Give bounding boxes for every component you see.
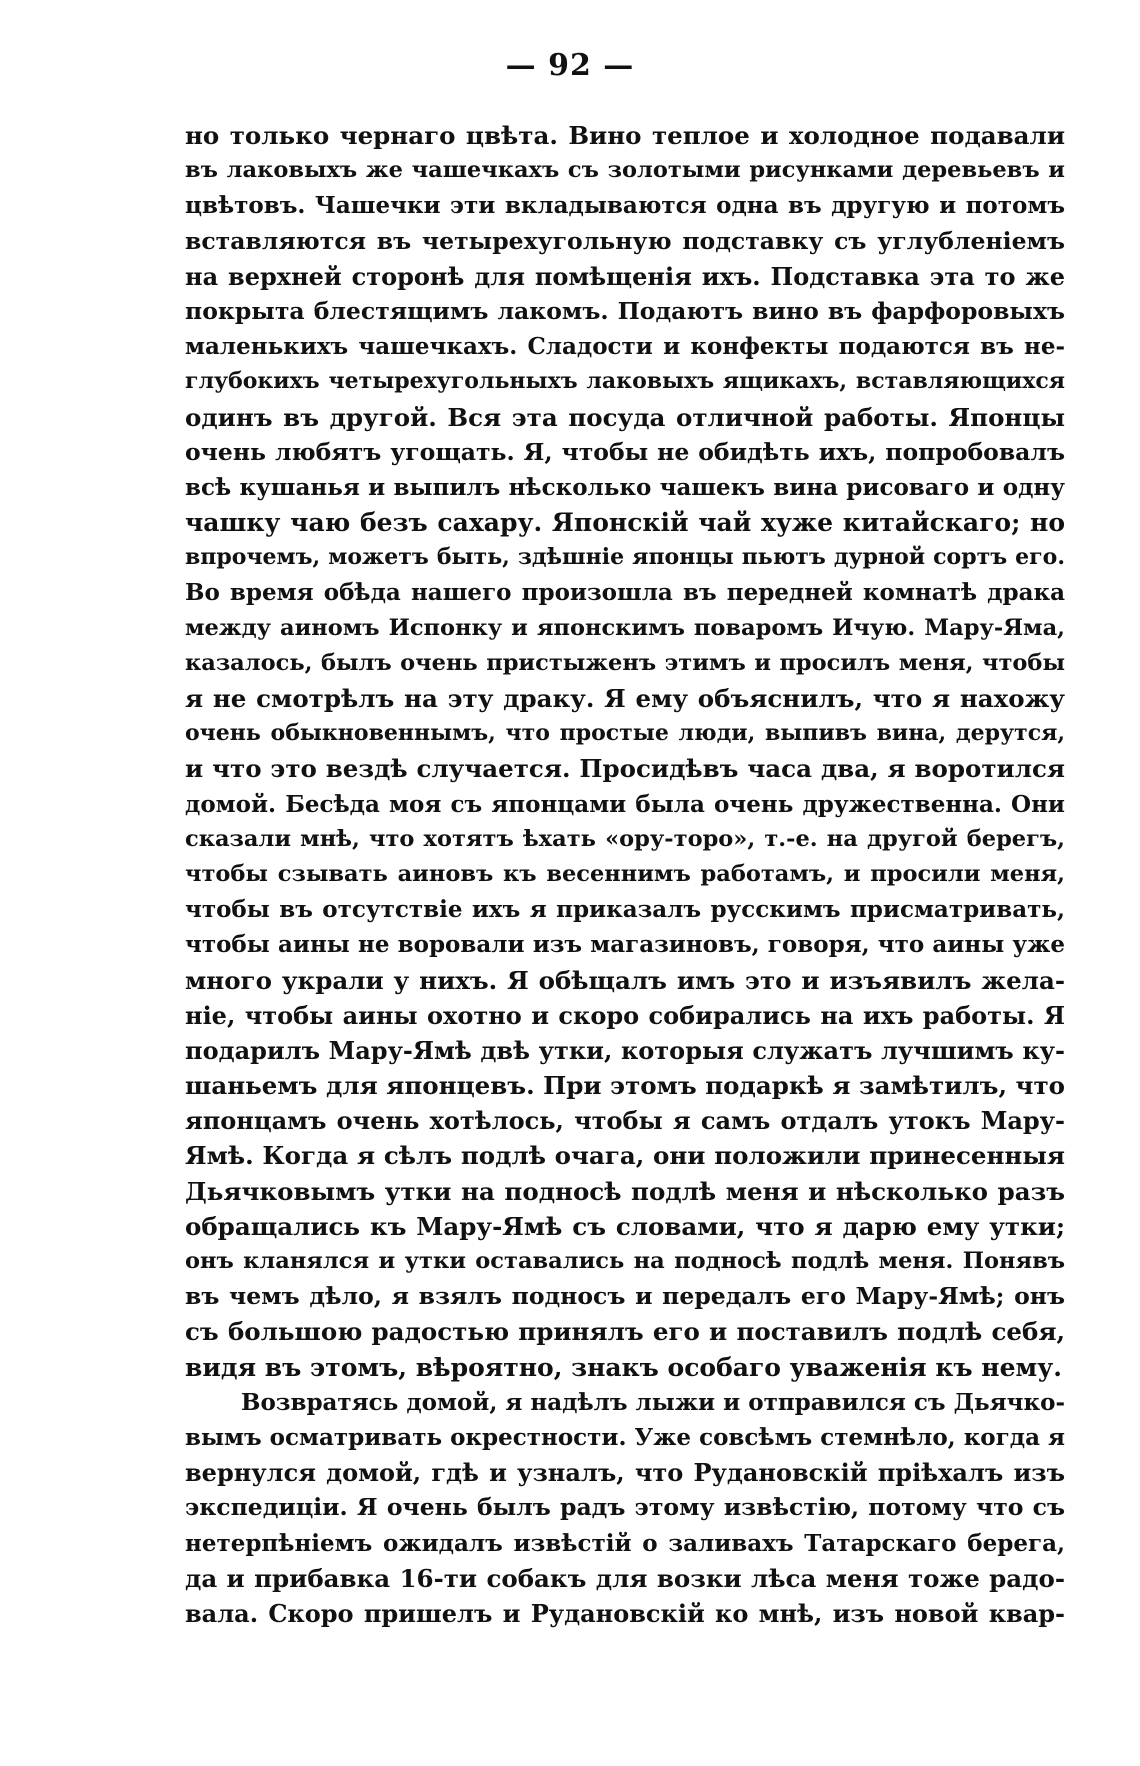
text-line: Дьячковымъ утки на подносѣ подлѣ меня и нѣсколько разъ (185, 1176, 1065, 1206)
text-line: всѣ кушанья и выпилъ нѣсколько чашекъ вина рисоваго и одну (185, 473, 1065, 501)
text-line: чтобы аины не воровали изъ магазиновъ, говоря, что аины уже (185, 931, 1065, 959)
text-line: маленькихъ чашечкахъ. Сладости и конфекты подаются въ не- (185, 333, 1065, 361)
text-line: подарилъ Мару-Ямѣ двѣ утки, которыя служатъ лучшимъ ку- (185, 1035, 1065, 1065)
text-line: въ чемъ дѣло, я взялъ подносъ и передалъ его Мару-Ямѣ; онъ (185, 1282, 1065, 1311)
text-line: сказали мнѣ, что хотятъ ѣхать «ору-торо», т.-е. на другой берегъ, (185, 825, 1065, 852)
text-line: чтобы сзывать аиновъ къ весеннимъ работамъ, и просили меня, (185, 860, 1065, 887)
text-line: видя въ этомъ, вѣроятно, знакъ особаго уваженія къ нему. (185, 1352, 1062, 1382)
text-line: чашку чаю безъ сахару. Японскій чай хуже китайскаго; но (185, 508, 1065, 538)
text-line: казалось, былъ очень пристыженъ этимъ и просилъ меня, чтобы (185, 649, 1065, 676)
text-line: глубокихъ четырехугольныхъ лаковыхъ ящикахъ, вставляющихся (185, 368, 1065, 395)
page-number: — 92 — (505, 48, 635, 83)
text-line: Возвратясь домой, я надѣлъ лыжи и отправился съ Дьячко- (241, 1388, 1065, 1416)
text-line: ніе, чтобы аины охотно и скоро собирались на ихъ работы. Я (185, 1000, 1065, 1030)
text-line: въ лаковыхъ же чашечкахъ съ золотыми рисунками деревьевъ и (185, 157, 1065, 184)
text-line: между аиномъ Испонку и японскимъ поваромъ Ичую. Мару-Яма, (185, 614, 1065, 641)
text-line: японцамъ очень хотѣлось, чтобы я самъ отдалъ утокъ Мару- (185, 1106, 1065, 1136)
text-line: нетерпѣніемъ ожидалъ извѣстій о заливахъ Татарскаго берега, (185, 1529, 1065, 1557)
text-line: съ большою радостью принялъ его и поставилъ подлѣ себя, (185, 1317, 1065, 1347)
text-line: но только чернаго цвѣта. Вино теплое и холодное подавали (185, 121, 1065, 150)
text-line: Во время обѣда нашего произошла въ передней комнатѣ драка (185, 579, 1065, 607)
text-line: Ямѣ. Когда я сѣлъ подлѣ очага, они положили принесенныя (185, 1141, 1065, 1171)
text-line: вымъ осматривать окрестности. Уже совсѣмъ стемнѣло, когда я (185, 1423, 1065, 1451)
text-line: цвѣтовъ. Чашечки эти вкладываются одна въ другую и потомъ (185, 192, 1065, 220)
text-line: вернулся домой, гдѣ и узналъ, что Рудановскій пріѣхалъ изъ (185, 1458, 1065, 1488)
text-line: на верхней сторонѣ для помѣщенія ихъ. Подставка эта то же (185, 261, 1065, 291)
text-line: чтобы въ отсутствіе ихъ я приказалъ русскимъ присматривать, (185, 896, 1065, 924)
text-line: онъ кланялся и утки оставались на подносѣ подлѣ меня. Понявъ (185, 1248, 1065, 1274)
text-line: вала. Скоро пришелъ и Рудановскій ко мнѣ, изъ новой квар- (185, 1598, 1065, 1628)
text-line: я не смотрѣлъ на эту драку. Я ему объяснилъ, что я нахожу (185, 684, 1065, 713)
text-line: шаньемъ для японцевъ. При этомъ подаркѣ я замѣтилъ, что (185, 1071, 1065, 1101)
text-line: очень обыкновеннымъ, что простые люди, выпивъ вина, дерутся, (185, 720, 1065, 747)
text-line: да и прибавка 16-ти собакъ для возки лѣса меня тоже радо- (185, 1563, 1065, 1593)
text-line: домой. Бесѣда моя съ японцами была очень дружественна. Они (185, 790, 1065, 818)
text-line: очень любятъ угощать. Я, чтобы не обидѣть ихъ, попробовалъ (185, 437, 1065, 466)
text-line: обращались къ Мару-Ямѣ съ словами, что я дарю ему утки; (185, 1211, 1065, 1241)
text-line: и что это вездѣ случается. Просидѣвъ часа два, я воротился (185, 754, 1065, 784)
text-line: вставляются въ четырехугольную подставку съ углубленіемъ (185, 226, 1065, 255)
text-line: покрыта блестящимъ лакомъ. Подаютъ вино въ фарфоровыхъ (185, 296, 1065, 325)
text-line: впрочемъ, можетъ быть, здѣшніе японцы пьютъ дурной сортъ его. (185, 544, 1065, 571)
text-line: много украли у нихъ. Я обѣщалъ имъ это и изъявилъ жела- (185, 965, 1065, 995)
text-line: экспедиціи. Я очень былъ радъ этому извѣстію, потому что съ (185, 1493, 1065, 1522)
text-line: одинъ въ другой. Вся эта посуда отличной работы. Японцы (185, 402, 1065, 432)
body-text (185, 118, 1065, 1631)
